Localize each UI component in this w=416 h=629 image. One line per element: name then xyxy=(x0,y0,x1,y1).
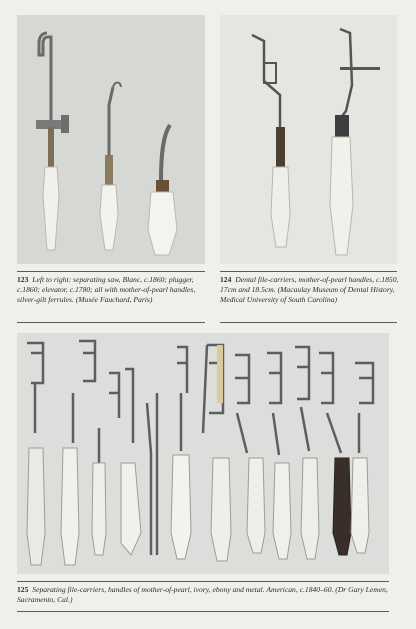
caption-124 xyxy=(220,275,400,305)
plate-124-number: 124 xyxy=(220,275,232,284)
plate-125-caption-text: Separating file-carriers, handles of mother-of-pearl, ivory, ebony and metal. American, c.1840–60. (Dr Gary Lemen, Sacramento, Cal.) xyxy=(17,585,388,604)
caption-125-bottom-rule xyxy=(17,611,389,612)
plate-124-photograph xyxy=(220,15,397,264)
plate-123-caption-text: Left to right: separating saw, Blanc, c.1860; plugger, c.1860; elevator, c.1780; all with mother-of-pearl handles, silver-gilt ferrules. (Musée Fauchard, Paris) xyxy=(17,275,196,304)
plate-125-number: 125 xyxy=(17,585,29,594)
file-carriers-image xyxy=(220,15,397,264)
caption-125-top-rule xyxy=(17,581,389,582)
plate-124-caption-text: Dental file-carriers, mother-of-pearl handles, c.1850, 17cm and 18.5cm. (Macaulay Museum of Dental History, Medical University of South Carolina) xyxy=(220,275,399,304)
caption-123 xyxy=(17,275,209,305)
caption-123-top-rule xyxy=(17,271,205,272)
plate-123-photograph xyxy=(17,15,205,264)
plate-125-photograph xyxy=(17,333,389,574)
caption-124-top-rule xyxy=(220,271,397,272)
caption-124-bottom-rule xyxy=(220,322,397,323)
separating-file-carriers-image xyxy=(17,333,389,574)
plate-123-number: 123 xyxy=(17,275,29,284)
caption-125 xyxy=(17,585,389,605)
dental-instruments-image xyxy=(17,15,205,264)
caption-123-bottom-rule xyxy=(17,322,205,323)
